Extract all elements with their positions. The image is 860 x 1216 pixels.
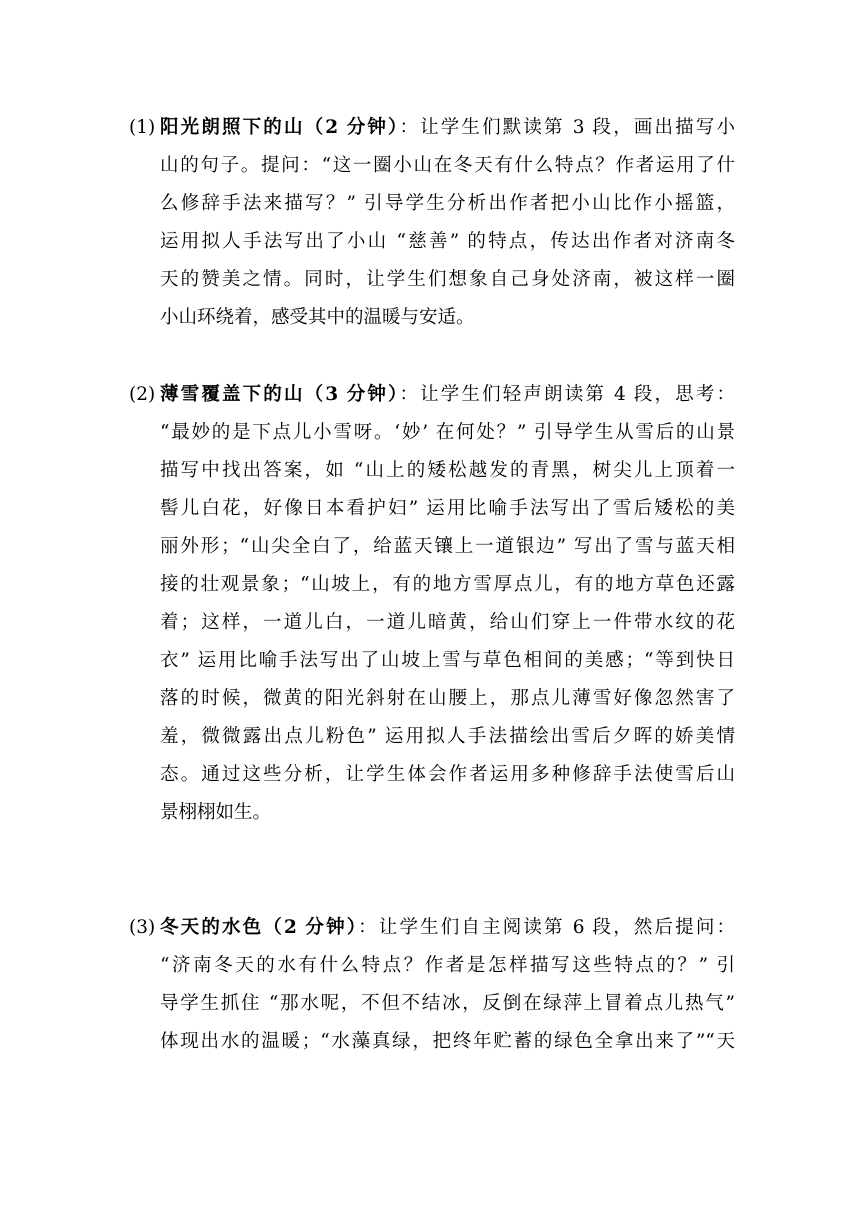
- line: [129, 376, 735, 414]
- item-title: 冬天的水色（2 分钟）: [160, 917, 359, 938]
- line: 态。通过这些分析，让学生体会作者运用多种修辞手法使雪后山: [160, 764, 735, 785]
- line-text: ：让学生们轻声朗读第 4 段，思考：: [399, 384, 735, 405]
- item-number: (2): [129, 384, 156, 405]
- item-title: 阳光朗照下的山（2 分钟）: [160, 117, 400, 138]
- line: [129, 109, 735, 147]
- line-text: ：让学生们默读第 3 段，画出描写小: [399, 117, 735, 138]
- item-title: 薄雪覆盖下的山（3 分钟）: [160, 384, 400, 405]
- item-number: (1): [129, 117, 156, 138]
- line: “最妙的是下点儿小雪呀。‘妙’ 在何处？” 引导学生从雪后的山景: [160, 422, 735, 443]
- line: 小山环绕着，感受其中的温暖与安适。: [160, 307, 475, 328]
- list-item-1: [129, 109, 735, 337]
- line: 天的赞美之情。同时，让学生们想象自己身处济南，被这样一圈: [160, 269, 735, 290]
- line: 落的时候，微黄的阳光斜射在山腰上，那点儿薄雪好像忽然害了: [160, 688, 735, 709]
- line: 髻儿白花，好像日本看护妇” 运用比喻手法写出了雪后矮松的美: [160, 498, 735, 519]
- line: “济南冬天的水有什么特点？作者是怎样描写这些特点的？” 引: [160, 955, 735, 976]
- line: 导学生抓住 “那水呢，不但不结冰，反倒在绿萍上冒着点儿热气”: [160, 993, 735, 1014]
- list-item-3: [129, 909, 735, 1061]
- line: 着；这样，一道儿白，一道儿暗黄，给山们穿上一件带水纹的花: [160, 612, 735, 633]
- line-text: ：让学生们自主阅读第 6 段，然后提问：: [358, 917, 735, 938]
- line: 衣” 运用比喻手法写出了山坡上雪与草色相间的美感；“等到快日: [160, 650, 735, 671]
- line: 山的句子。提问：“这一圈小山在冬天有什么特点？作者运用了什: [160, 155, 735, 176]
- list-item-2: [129, 376, 735, 832]
- line: 运用拟人手法写出了小山 “慈善” 的特点，传达出作者对济南冬: [160, 231, 735, 252]
- line: 丽外形；“山尖全白了，给蓝天镶上一道银边” 写出了雪与蓝天相: [160, 536, 735, 557]
- line: 羞，微微露出点儿粉色” 运用拟人手法描绘出雪后夕晖的娇美情: [160, 726, 735, 747]
- line: [129, 909, 735, 947]
- line: 么修辞手法来描写？” 引导学生分析出作者把小山比作小摇篮，: [160, 193, 735, 214]
- line: 体现出水的温暖；“水藻真绿，把终年贮蓄的绿色全拿出来了”“天: [160, 1031, 735, 1052]
- line: 接的壮观景象；“山坡上，有的地方雪厚点儿，有的地方草色还露: [160, 574, 735, 595]
- line: 描写中找出答案，如 “山上的矮松越发的青黑，树尖儿上顶着一: [160, 460, 735, 481]
- line: 景栩栩如生。: [160, 802, 272, 823]
- item-number: (3): [129, 917, 156, 938]
